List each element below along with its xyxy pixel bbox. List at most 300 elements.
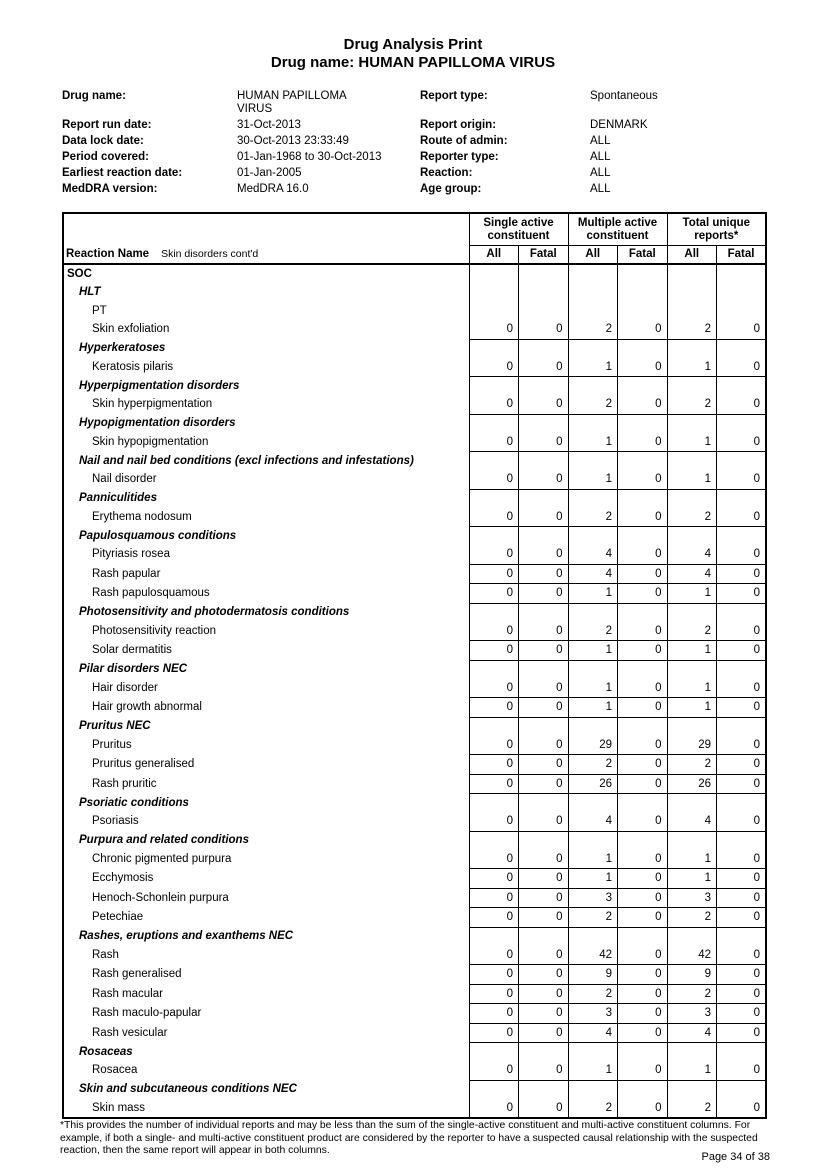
count-cell: 2: [667, 395, 717, 414]
count-cell: 0: [469, 679, 519, 698]
table-row: [63, 264, 766, 284]
table-row: [63, 794, 766, 813]
count-cell: 0: [469, 850, 519, 869]
meta-value: ALL: [590, 135, 611, 147]
count-cell: [519, 339, 569, 358]
count-cell: 2: [667, 622, 717, 641]
count-cell: [469, 1043, 519, 1062]
table-row: [63, 736, 766, 755]
count-cell: [519, 1080, 569, 1099]
reaction-name-cell: Petechiae: [92, 911, 144, 923]
count-cell: 0: [519, 946, 569, 965]
table-row: [63, 812, 766, 831]
count-cell: [717, 452, 767, 471]
count-cell: [618, 452, 668, 471]
count-cell: [568, 603, 618, 622]
count-cell: [667, 377, 717, 396]
table-row: [63, 946, 766, 965]
meta-label: Reaction:: [420, 167, 473, 179]
table-row: [63, 377, 766, 396]
reaction-name-cell: Panniculitides: [79, 492, 157, 504]
count-cell: [519, 717, 569, 736]
count-cell: 2: [568, 984, 618, 1004]
count-cell: 0: [717, 1023, 767, 1043]
table-row: [63, 908, 766, 928]
count-cell: 0: [469, 755, 519, 775]
count-cell: 0: [469, 774, 519, 794]
count-cell: 0: [717, 470, 767, 489]
meta-label: Earliest reaction date:: [62, 167, 183, 179]
count-cell: 0: [717, 869, 767, 889]
count-cell: 3: [568, 888, 618, 908]
count-cell: 4: [667, 812, 717, 831]
count-cell: [568, 660, 618, 679]
count-cell: [667, 302, 717, 321]
reaction-name-cell: Pruritus generalised: [92, 758, 195, 770]
table-row: [63, 679, 766, 698]
count-cell: 0: [717, 812, 767, 831]
count-cell: 2: [568, 395, 618, 414]
count-cell: [667, 452, 717, 471]
count-cell: 0: [618, 358, 668, 377]
reaction-name-cell: Henoch-Schonlein purpura: [92, 891, 229, 904]
table-row: [63, 489, 766, 508]
table-row: [63, 660, 766, 679]
reaction-name-cell: Pityriasis rosea: [92, 548, 170, 561]
count-cell: [519, 1043, 569, 1062]
meta-value: 01-Jan-2005: [237, 167, 302, 179]
count-cell: 0: [717, 320, 767, 339]
count-cell: 0: [519, 736, 569, 755]
count-cell: 3: [568, 1004, 618, 1024]
column-subheader: Fatal: [519, 246, 569, 264]
reaction-name-cell: Rash vesicular: [92, 1026, 168, 1039]
column-subheader: All: [568, 246, 618, 264]
count-cell: 0: [618, 984, 668, 1004]
count-cell: [667, 264, 717, 284]
count-cell: 2: [667, 1099, 717, 1119]
count-cell: 29: [667, 736, 717, 755]
count-cell: 2: [667, 320, 717, 339]
table-row: [63, 717, 766, 736]
count-cell: 26: [667, 774, 717, 794]
count-cell: 0: [618, 812, 668, 831]
meta-label: Report origin:: [420, 119, 497, 131]
count-cell: [717, 339, 767, 358]
count-cell: [469, 831, 519, 850]
count-cell: 4: [667, 1023, 717, 1043]
count-cell: 0: [717, 395, 767, 414]
count-cell: [568, 527, 618, 546]
table-row: [63, 470, 766, 489]
count-cell: 0: [618, 679, 668, 698]
count-cell: 0: [469, 508, 519, 527]
document-title: Drug Analysis Print: [343, 36, 483, 53]
count-cell: [568, 794, 618, 813]
reaction-name-cell: Chronic pigmented purpura: [92, 852, 232, 865]
column-subheader: Fatal: [717, 246, 767, 264]
column-group-total-unique: Total unique reports*: [667, 213, 766, 246]
reaction-name-cell: Hyperpigmentation disorders: [79, 379, 240, 392]
count-cell: 0: [519, 679, 569, 698]
count-cell: 0: [519, 869, 569, 889]
count-cell: 0: [717, 755, 767, 775]
report-metadata: [62, 90, 766, 196]
count-cell: 29: [568, 736, 618, 755]
reaction-name-cell: Keratosis pilaris: [92, 360, 174, 373]
reaction-name-cell: Nail disorder: [92, 473, 157, 486]
count-cell: 0: [618, 641, 668, 661]
meta-label: Age group:: [420, 183, 482, 195]
count-cell: 0: [519, 1004, 569, 1024]
count-cell: 9: [568, 965, 618, 985]
reaction-name-cell: Skin hypopigmentation: [92, 435, 209, 448]
count-cell: [469, 283, 519, 302]
count-cell: 2: [568, 622, 618, 641]
count-cell: 0: [618, 1004, 668, 1024]
table-row: [63, 622, 766, 641]
count-cell: [469, 660, 519, 679]
count-cell: [519, 927, 569, 946]
count-cell: 1: [667, 584, 717, 604]
count-cell: 0: [469, 545, 519, 564]
count-cell: 0: [618, 698, 668, 718]
count-cell: 0: [519, 320, 569, 339]
table-row: [63, 603, 766, 622]
count-cell: 0: [469, 1004, 519, 1024]
count-cell: 0: [469, 869, 519, 889]
count-cell: 0: [519, 888, 569, 908]
count-cell: [568, 339, 618, 358]
table-row: [63, 320, 766, 339]
column-subheader: All: [667, 246, 717, 264]
count-cell: [618, 489, 668, 508]
reaction-name-cell: Hair disorder: [92, 681, 158, 694]
reaction-name-cell: Nail and nail bed conditions (excl infections and infestations): [79, 454, 414, 467]
table-row: [63, 564, 766, 584]
count-cell: [469, 339, 519, 358]
count-cell: 0: [717, 888, 767, 908]
count-cell: [519, 603, 569, 622]
reaction-name-cell: Ecchymosis: [92, 872, 154, 884]
meta-value: 01-Jan-1968 to 30-Oct-2013: [237, 151, 382, 163]
reaction-table: [62, 212, 767, 1119]
table-row: [63, 641, 766, 661]
reaction-name-cell: Skin and subcutaneous conditions NEC: [79, 1083, 297, 1095]
table-row: [63, 755, 766, 775]
count-cell: 0: [717, 508, 767, 527]
count-cell: [667, 927, 717, 946]
count-cell: [667, 489, 717, 508]
reaction-name-cell: Rash generalised: [92, 968, 182, 980]
count-cell: 0: [519, 508, 569, 527]
count-cell: [717, 603, 767, 622]
meta-label: Period covered:: [62, 151, 149, 163]
page-number: Page 34 of 38: [701, 1151, 770, 1163]
count-cell: 0: [469, 1061, 519, 1080]
count-cell: [519, 377, 569, 396]
count-cell: 0: [717, 774, 767, 794]
count-cell: [469, 302, 519, 321]
table-row: [63, 927, 766, 946]
meta-label: Route of admin:: [420, 135, 508, 147]
count-cell: 1: [667, 358, 717, 377]
table-row: [63, 395, 766, 414]
table-row: [63, 1023, 766, 1043]
column-subheader: Fatal: [618, 246, 668, 264]
count-cell: 9: [667, 965, 717, 985]
table-row: [63, 339, 766, 358]
meta-value: 30-Oct-2013 23:33:49: [237, 135, 349, 147]
count-cell: 0: [519, 433, 569, 452]
count-cell: [667, 414, 717, 433]
reaction-name-cell: Rosacea: [92, 1064, 138, 1077]
count-cell: [568, 489, 618, 508]
reaction-name-cell: Pilar disorders NEC: [79, 663, 188, 675]
count-cell: 0: [469, 358, 519, 377]
count-cell: 0: [618, 545, 668, 564]
count-cell: [717, 927, 767, 946]
count-cell: [519, 452, 569, 471]
count-cell: 2: [568, 508, 618, 527]
count-cell: 4: [568, 545, 618, 564]
count-cell: [469, 927, 519, 946]
count-cell: [717, 377, 767, 396]
count-cell: [568, 1080, 618, 1099]
count-cell: 0: [469, 888, 519, 908]
reaction-name-cell: Psoriasis: [92, 815, 139, 828]
count-cell: 0: [618, 965, 668, 985]
count-cell: [717, 264, 767, 284]
column-group-multiple-active: Multiple active constituent: [568, 213, 667, 246]
count-cell: 0: [717, 641, 767, 661]
count-cell: 1: [667, 433, 717, 452]
count-cell: 0: [618, 395, 668, 414]
table-row: [63, 1099, 766, 1119]
count-cell: 0: [717, 358, 767, 377]
reaction-name-cell: Skin hyperpigmentation: [92, 398, 213, 411]
count-cell: [618, 660, 668, 679]
table-row: [63, 545, 766, 564]
reaction-name-cell: PT: [92, 304, 107, 317]
count-cell: [618, 377, 668, 396]
count-cell: 0: [519, 1099, 569, 1119]
table-row: [63, 888, 766, 908]
count-cell: 0: [618, 908, 668, 928]
count-cell: 0: [717, 584, 767, 604]
count-cell: 42: [568, 946, 618, 965]
count-cell: [519, 283, 569, 302]
count-cell: [519, 489, 569, 508]
count-cell: 0: [717, 564, 767, 584]
document-subtitle: Drug name: HUMAN PAPILLOMA VIRUS: [270, 54, 556, 71]
count-cell: 0: [469, 641, 519, 661]
column-subheader-row: [63, 246, 766, 264]
count-cell: [618, 302, 668, 321]
count-cell: 0: [717, 984, 767, 1004]
column-group-header-row: [63, 213, 766, 246]
count-cell: [519, 831, 569, 850]
table-row: [63, 508, 766, 527]
count-cell: [469, 1080, 519, 1099]
count-cell: 0: [618, 470, 668, 489]
count-cell: 1: [568, 1061, 618, 1080]
count-cell: 0: [519, 564, 569, 584]
count-cell: [717, 1043, 767, 1062]
reaction-name-cell: Rosaceas: [79, 1045, 133, 1058]
table-row: [63, 1061, 766, 1080]
count-cell: 1: [568, 433, 618, 452]
count-cell: [667, 794, 717, 813]
reaction-name-cell: Pruritus NEC: [79, 720, 151, 732]
reaction-name-cell: Erythema nodosum: [92, 510, 192, 523]
count-cell: [568, 302, 618, 321]
meta-label: Data lock date:: [62, 135, 144, 147]
reaction-name-cell: Rash papulosquamous: [92, 587, 210, 599]
count-cell: 0: [717, 1061, 767, 1080]
count-cell: [469, 452, 519, 471]
reaction-name-cell: Psoriatic conditions: [79, 796, 189, 809]
count-cell: 42: [667, 946, 717, 965]
count-cell: 0: [519, 965, 569, 985]
count-cell: 1: [568, 679, 618, 698]
count-cell: 0: [519, 1023, 569, 1043]
count-cell: 0: [519, 358, 569, 377]
reaction-name-cell: Rashes, eruptions and exanthems NEC: [79, 930, 294, 942]
count-cell: 0: [717, 965, 767, 985]
count-cell: [568, 831, 618, 850]
table-body: [63, 264, 766, 1119]
count-cell: 1: [667, 470, 717, 489]
count-cell: 0: [618, 774, 668, 794]
count-cell: [618, 1080, 668, 1099]
count-cell: [667, 660, 717, 679]
count-cell: 0: [618, 1061, 668, 1080]
count-cell: 0: [469, 433, 519, 452]
table-row: [63, 831, 766, 850]
table-row: [63, 283, 766, 302]
reaction-name-cell: Purpura and related conditions: [79, 834, 249, 846]
count-cell: 0: [469, 1023, 519, 1043]
reaction-name-cell: Photosensitivity reaction: [92, 624, 217, 637]
count-cell: 0: [469, 320, 519, 339]
count-cell: 0: [469, 564, 519, 584]
count-cell: 2: [568, 908, 618, 928]
count-cell: 1: [568, 641, 618, 661]
count-cell: [469, 377, 519, 396]
count-cell: 1: [667, 679, 717, 698]
count-cell: 2: [667, 908, 717, 928]
meta-value: HUMAN PAPILLOMA VIRUS: [237, 90, 347, 115]
meta-value: ALL: [590, 151, 611, 163]
table-row: [63, 850, 766, 869]
count-cell: [568, 1043, 618, 1062]
count-cell: 1: [568, 584, 618, 604]
count-cell: 0: [469, 698, 519, 718]
reaction-name-cell: Rash pruritic: [92, 777, 157, 790]
table-row: [63, 452, 766, 471]
count-cell: 0: [618, 1023, 668, 1043]
count-cell: 4: [667, 545, 717, 564]
count-cell: 0: [519, 698, 569, 718]
count-cell: 0: [469, 965, 519, 985]
meta-value: ALL: [590, 167, 611, 179]
reaction-name-cell: Rash: [92, 948, 119, 961]
table-row: [63, 1004, 766, 1024]
table-row: [63, 1043, 766, 1062]
count-cell: [519, 794, 569, 813]
count-cell: [568, 283, 618, 302]
table-row: [63, 433, 766, 452]
count-cell: 1: [667, 641, 717, 661]
count-cell: 0: [519, 774, 569, 794]
count-cell: 0: [717, 1099, 767, 1119]
count-cell: [717, 283, 767, 302]
count-cell: 1: [667, 698, 717, 718]
count-cell: 0: [717, 850, 767, 869]
count-cell: 0: [519, 584, 569, 604]
count-cell: [667, 339, 717, 358]
count-cell: [469, 264, 519, 284]
count-cell: [519, 660, 569, 679]
reaction-name-cell: Hair growth abnormal: [92, 701, 202, 713]
count-cell: 0: [469, 622, 519, 641]
count-cell: [469, 414, 519, 433]
count-cell: 0: [618, 888, 668, 908]
count-cell: [667, 1043, 717, 1062]
reaction-name-header: [63, 246, 469, 264]
reaction-name-cell: Hypopigmentation disorders: [79, 417, 236, 429]
count-cell: [469, 603, 519, 622]
count-cell: 0: [469, 908, 519, 928]
count-cell: [469, 794, 519, 813]
count-cell: [519, 302, 569, 321]
count-cell: 0: [618, 1099, 668, 1119]
table-row: [63, 527, 766, 546]
count-cell: [667, 527, 717, 546]
count-cell: [519, 527, 569, 546]
count-cell: [717, 1080, 767, 1099]
count-cell: [618, 794, 668, 813]
count-cell: 0: [519, 850, 569, 869]
count-cell: 0: [519, 395, 569, 414]
meta-label: MedDRA version:: [62, 183, 158, 195]
count-cell: 2: [568, 1099, 618, 1119]
count-cell: [519, 264, 569, 284]
count-cell: [717, 660, 767, 679]
count-cell: 0: [618, 584, 668, 604]
count-cell: 0: [469, 812, 519, 831]
count-cell: 0: [469, 736, 519, 755]
count-cell: [618, 831, 668, 850]
count-cell: 0: [618, 320, 668, 339]
count-cell: [618, 264, 668, 284]
count-cell: 0: [469, 470, 519, 489]
meta-label: Reporter type:: [420, 151, 499, 163]
count-cell: [717, 414, 767, 433]
count-cell: 1: [667, 1061, 717, 1080]
table-row: [63, 698, 766, 718]
meta-value: ALL: [590, 183, 611, 195]
count-cell: 0: [717, 698, 767, 718]
count-cell: [568, 717, 618, 736]
count-cell: 1: [568, 698, 618, 718]
count-cell: [667, 717, 717, 736]
count-cell: 0: [618, 755, 668, 775]
count-cell: [618, 339, 668, 358]
count-cell: 1: [568, 850, 618, 869]
count-cell: 0: [717, 908, 767, 928]
